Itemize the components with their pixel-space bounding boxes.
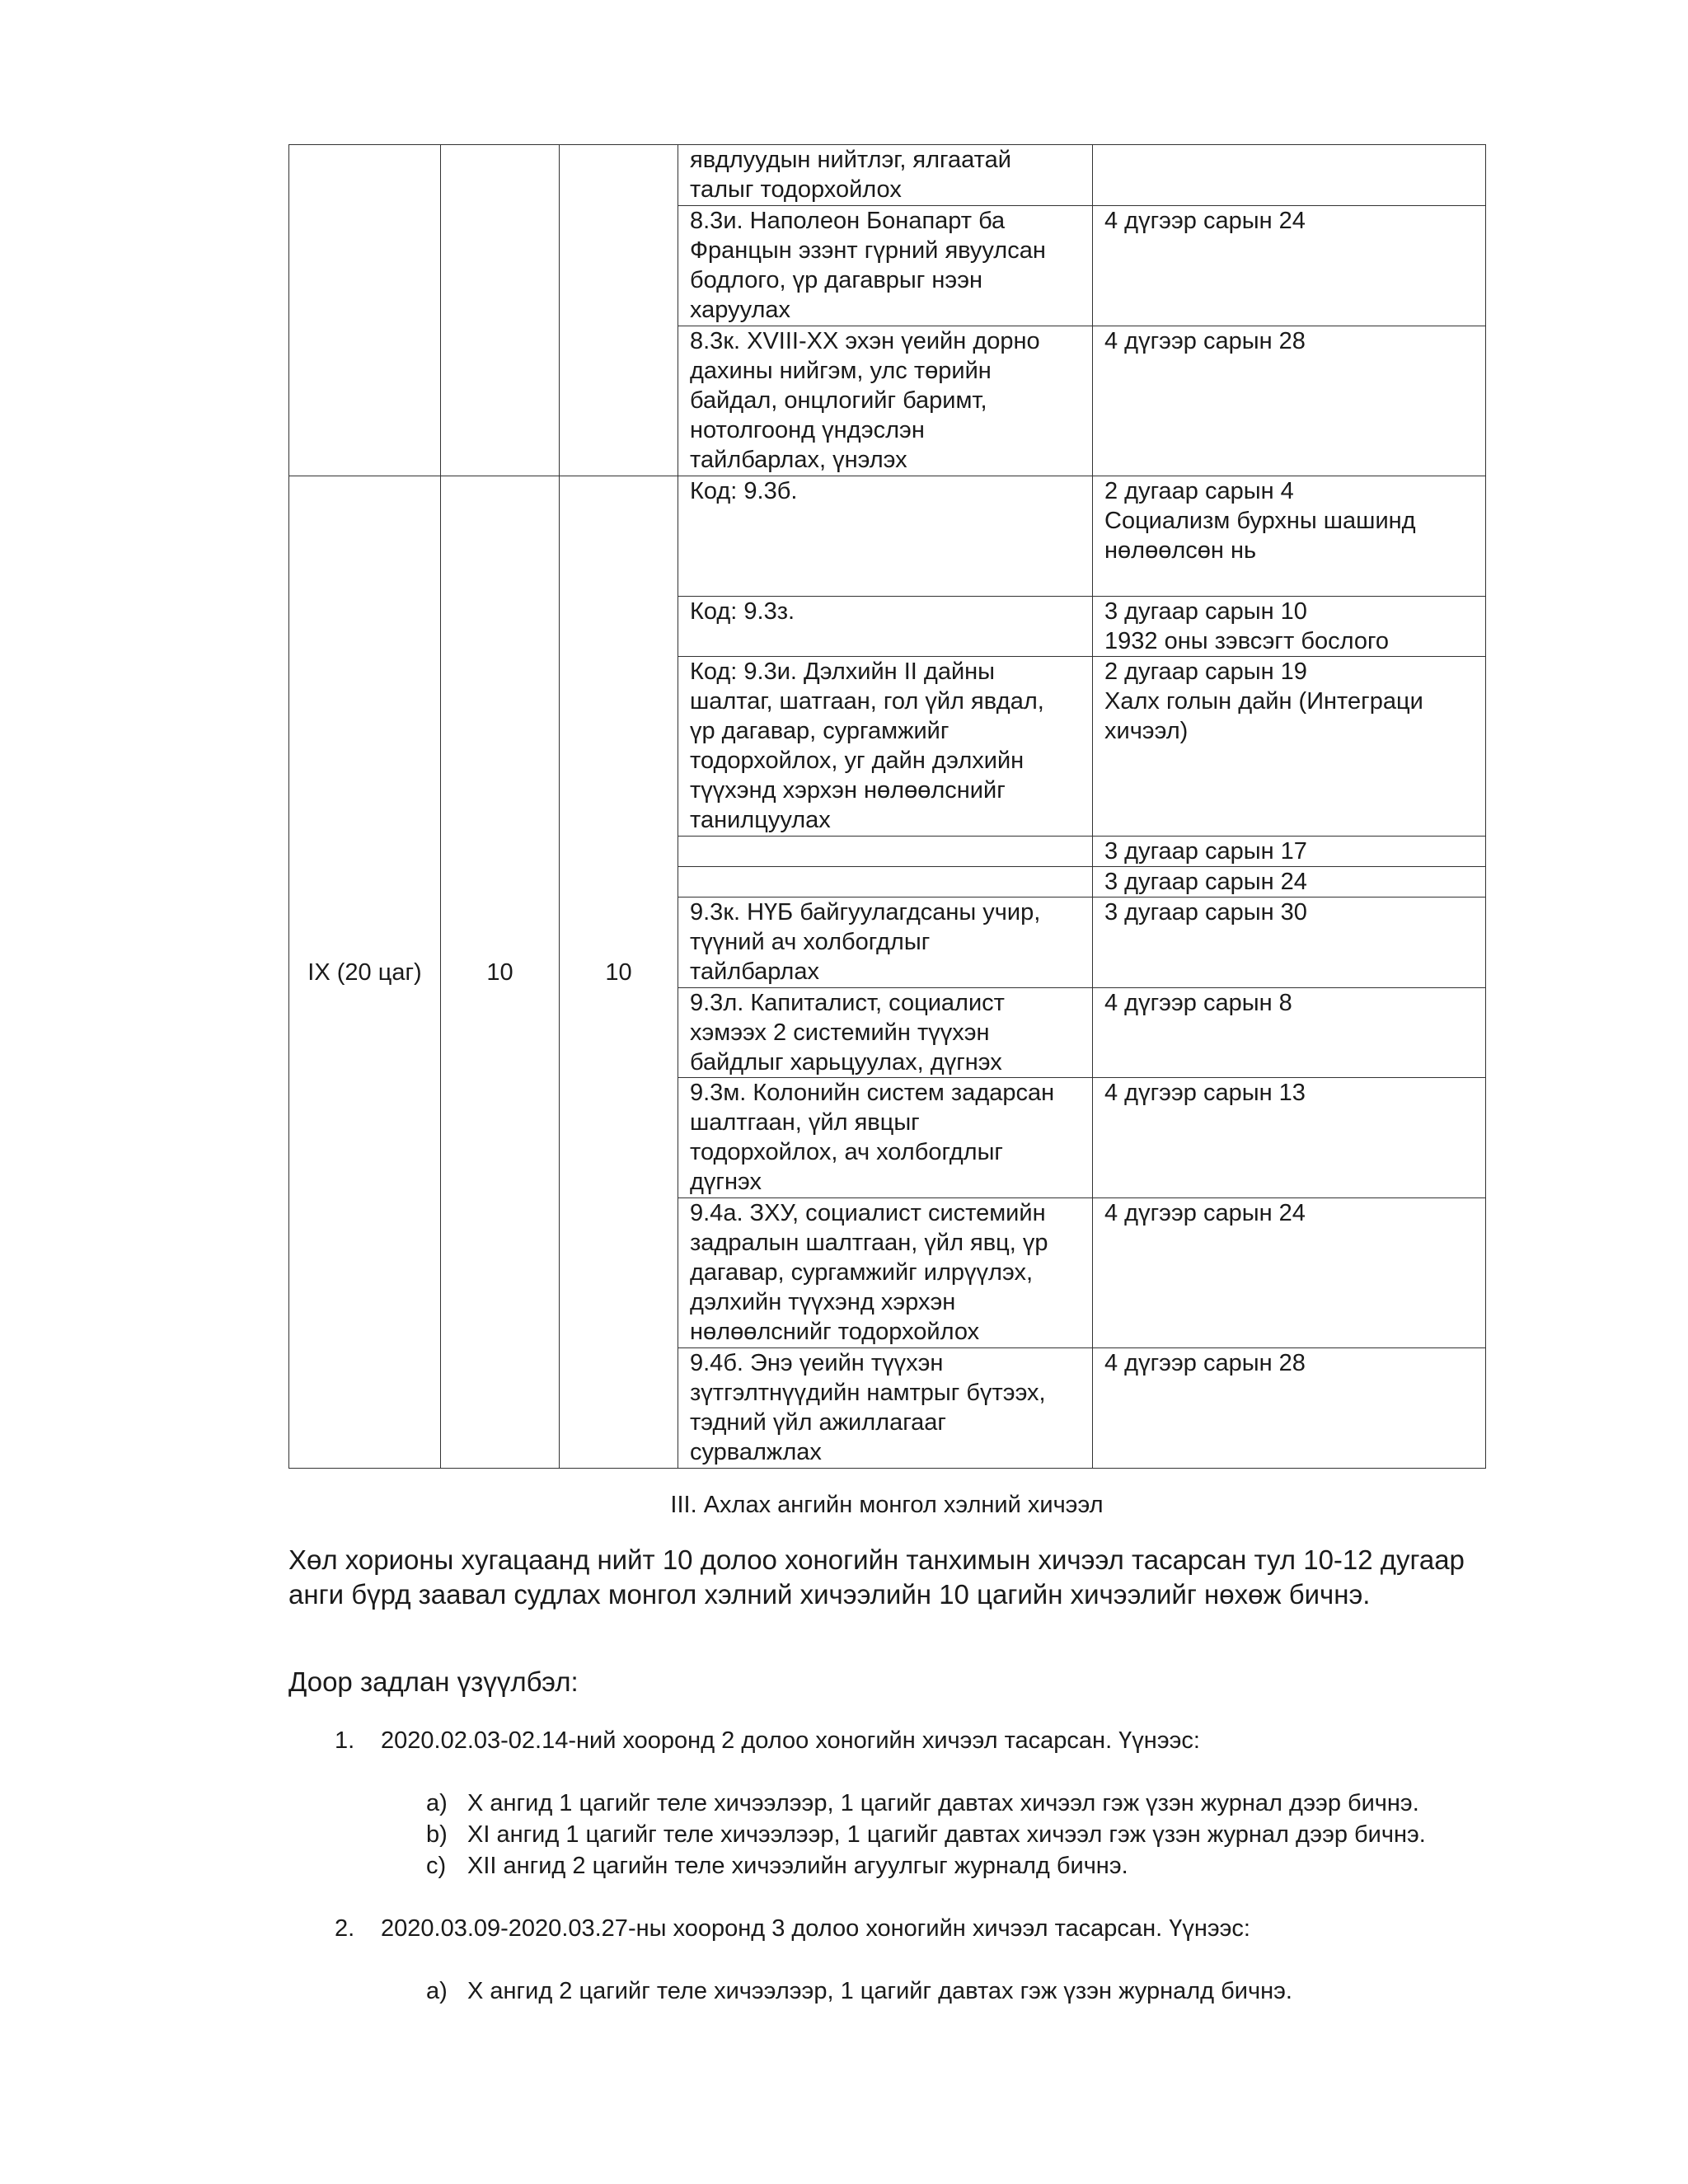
cell-text-line: 4 дүгээр сарын 24 xyxy=(1104,208,1306,234)
cell-text-line: Францын эзэнт гүрний явуулсан xyxy=(690,237,1046,264)
cell-text-line: 3 дугаар сарын 17 xyxy=(1104,838,1307,865)
cell-text-line: 8.3и. Наполеон Бонапарт ба xyxy=(690,208,1006,234)
cell-text-line: түүний ач холбогдлыг xyxy=(690,929,931,955)
cell-text-line: зүтгэлтнүүдийн намтрыг бүтээх, xyxy=(690,1380,1046,1406)
cell-text-line: Код: 9.3б. xyxy=(690,478,798,504)
cell-text-line: дүгнэх xyxy=(690,1169,762,1195)
cell-text-line: явдлуудын нийтлэг, ялгаатай xyxy=(690,147,1011,173)
date-cell xyxy=(1093,988,1486,1078)
cell-text-line: дахины нийгэм, улс төрийн xyxy=(690,358,992,384)
list-number: 2. xyxy=(335,1915,355,1942)
topic-cell xyxy=(678,657,1093,837)
date-cell xyxy=(1093,898,1486,988)
cell-text-line: 8.3к. XVIII-XX эхэн үеийн дорно xyxy=(690,328,1040,354)
cell-text-line: сурвалжлах xyxy=(690,1439,822,1465)
list-text: 2020.02.03-02.14-ний хооронд 2 долоо хоногийн хичээл тасарсан. Үүнээс: xyxy=(381,1727,1200,1754)
cell-text-line: 9.4б. Энэ үеийн түүхэн xyxy=(690,1350,944,1376)
cell-text-line: 4 дүгээр сарын 24 xyxy=(1104,1200,1306,1226)
sublist-letter: a) xyxy=(426,1978,448,2004)
topic-cell xyxy=(678,1078,1093,1198)
date-cell xyxy=(1093,145,1486,206)
list-subitem-1a xyxy=(426,1788,1419,1818)
list-text: 2020.03.09-2020.03.27-ны хооронд 3 долоо хоногийн хичээл тасарсан. Үүнээс: xyxy=(381,1915,1250,1942)
sublist-letter: a) xyxy=(426,1790,448,1816)
hours-cell: 10 xyxy=(441,476,560,1469)
cell-text-line: 3 дугаар сарын 30 xyxy=(1104,899,1307,926)
topic-cell xyxy=(678,1348,1093,1469)
cell-text-line: 3 дугаар сарын 10 xyxy=(1104,598,1307,625)
cell-text-line: 2 дугаар сарын 19 xyxy=(1104,658,1307,685)
sublist-text: X ангид 2 цагийг теле хичээлээр, 1 цагийг давтах гэж үзэн журналд бичнэ. xyxy=(467,1978,1292,2004)
sublist-letter: b) xyxy=(426,1821,448,1848)
date-cell xyxy=(1093,837,1486,867)
topic-cell xyxy=(678,1198,1093,1348)
list-subitem-2a xyxy=(426,1976,1292,2006)
cell-text-line: хэмээх 2 системийн түүхэн xyxy=(690,1019,990,1046)
list-item-1 xyxy=(335,1726,1200,1755)
topic-cell xyxy=(678,898,1093,988)
cell-text-line: 9.4а. ЗХУ, социалист системийн xyxy=(690,1200,1046,1226)
grade-cell: IX (20 цаг) xyxy=(289,476,441,1469)
sublist-text: XI ангид 1 цагийг теле хичээлээр, 1 цагийг давтах хичээл гэж үзэн журнал дээр бичнэ. xyxy=(467,1821,1426,1848)
section-caption: III. Ахлах ангийн монгол хэлний хичээл xyxy=(670,1492,1104,1518)
topic-cell xyxy=(678,206,1093,326)
cell-text-line: дэлхийн түүхэнд хэрхэн xyxy=(690,1289,956,1315)
topic-cell xyxy=(678,476,1093,597)
cell-text-line: шалтаг, шатгаан, гол үйл явдал, xyxy=(690,688,1044,715)
cell-text-line: тэдний үйл ажиллагааг xyxy=(690,1409,946,1436)
date-cell xyxy=(1093,597,1486,657)
cell-text-line: тайлбарлах, үнэлэх xyxy=(690,447,907,473)
hours-cell: 10 xyxy=(560,476,678,1469)
cell-text-line: Социализм бурхны шашинд xyxy=(1104,508,1416,534)
cell-text-line: 3 дугаар сарын 24 xyxy=(1104,869,1307,895)
cell-text-line: 4 дүгээр сарын 28 xyxy=(1104,1350,1306,1376)
topic-cell xyxy=(678,326,1093,476)
cell-text-line: нөлөөлсөн нь xyxy=(1104,537,1257,564)
cell-text-line: 4 дүгээр сарын 8 xyxy=(1104,990,1292,1016)
cell-text-line: тодорхойлох, уг дайн дэлхийн xyxy=(690,748,1025,774)
cell-text-line: нотолгоонд үндэслэн xyxy=(690,417,925,443)
date-cell xyxy=(1093,657,1486,837)
grade-cell xyxy=(441,145,560,476)
breakdown-heading: Доор задлан үзүүлбэл: xyxy=(288,1666,579,1697)
topic-cell xyxy=(678,988,1093,1078)
cell-text-line: хичээл) xyxy=(1104,718,1189,744)
cell-text-line: үр дагавар, сургамжийг xyxy=(690,718,950,744)
cell-text-line: 9.3к. НҮБ байгуулагдсаны учир, xyxy=(690,899,1041,926)
topic-cell xyxy=(678,597,1093,657)
cell-text-line: шалтгаан, үйл явцыг xyxy=(690,1109,920,1136)
date-cell xyxy=(1093,1078,1486,1198)
list-subitem-1c xyxy=(426,1851,1128,1881)
cell-text-line: 4 дүгээр сарын 13 xyxy=(1104,1080,1306,1106)
cell-text-line: тайлбарлах xyxy=(690,958,819,985)
cell-text-line: бодлого, үр дагаврыг нээн xyxy=(690,267,983,293)
date-cell xyxy=(1093,1348,1486,1469)
sublist-text: XII ангид 2 цагийн теле хичээлийн агуулгыг журналд бичнэ. xyxy=(467,1853,1128,1879)
grade-cell xyxy=(560,145,678,476)
cell-text-line: танилцуулах xyxy=(690,807,831,833)
lesson-plan-table xyxy=(288,144,1486,1469)
cell-text-line: түүхэнд хэрхэн нөлөөлснийг xyxy=(690,777,1006,804)
sublist-text: X ангид 1 цагийг теле хичээлээр, 1 цагийг давтах хичээл гэж үзэн журнал дээр бичнэ. xyxy=(467,1790,1419,1816)
date-cell xyxy=(1093,206,1486,326)
cell-text-line: Код: 9.3з. xyxy=(690,598,795,625)
cell-text-line: Халх голын дайн (Интеграци xyxy=(1104,688,1423,715)
cell-text-line: байдал, онцлогийг баримт, xyxy=(690,387,987,414)
list-number: 1. xyxy=(335,1727,355,1754)
table-row xyxy=(289,476,1486,597)
cell-text-line: тодорхойлох, ач холбогдлыг xyxy=(690,1139,1003,1165)
cell-text-line: нөлөөлснийг тодорхойлох xyxy=(690,1319,980,1345)
sublist-letter: c) xyxy=(426,1853,447,1879)
date-cell xyxy=(1093,326,1486,476)
intro-paragraph: Хөл хорионы хугацаанд нийт 10 долоо хоногийн танхимын хичээл тасарсан тул 10-12 дугаар анги бүрд заавал судлах монгол хэлний хичээлийн 10 цагийн хичээлийг нөхөж бичнэ. xyxy=(288,1544,1465,1610)
list-subitem-1b xyxy=(426,1820,1426,1849)
grade-cell xyxy=(289,145,441,476)
topic-cell xyxy=(678,837,1093,867)
cell-text-line: байдлыг харьцуулах, дүгнэх xyxy=(690,1049,1002,1076)
cell-text-line: 9.3м. Колонийн систем задарсан xyxy=(690,1080,1055,1106)
cell-text-line: Код: 9.3и. Дэлхийн II дайны xyxy=(690,658,996,685)
cell-text-line: задралын шалтгаан, үйл явц, үр xyxy=(690,1230,1048,1256)
cell-text-line: 2 дугаар сарын 4 xyxy=(1104,478,1294,504)
date-cell xyxy=(1093,867,1486,898)
cell-text-line: 1932 оны зэвсэгт бослого xyxy=(1104,628,1390,654)
cell-text-line: талыг тодорхойлох xyxy=(690,176,902,203)
date-cell xyxy=(1093,476,1486,597)
cell-text-line: харуулах xyxy=(690,297,791,323)
table-row xyxy=(289,145,1486,206)
cell-text-line: 4 дүгээр сарын 28 xyxy=(1104,328,1306,354)
list-item-2 xyxy=(335,1914,1250,1943)
topic-cell xyxy=(678,145,1093,206)
cell-text-line: дагавар, сургамжийг илрүүлэх, xyxy=(690,1259,1034,1286)
topic-cell xyxy=(678,867,1093,898)
cell-text-line: 9.3л. Капиталист, социалист xyxy=(690,990,1005,1016)
date-cell xyxy=(1093,1198,1486,1348)
